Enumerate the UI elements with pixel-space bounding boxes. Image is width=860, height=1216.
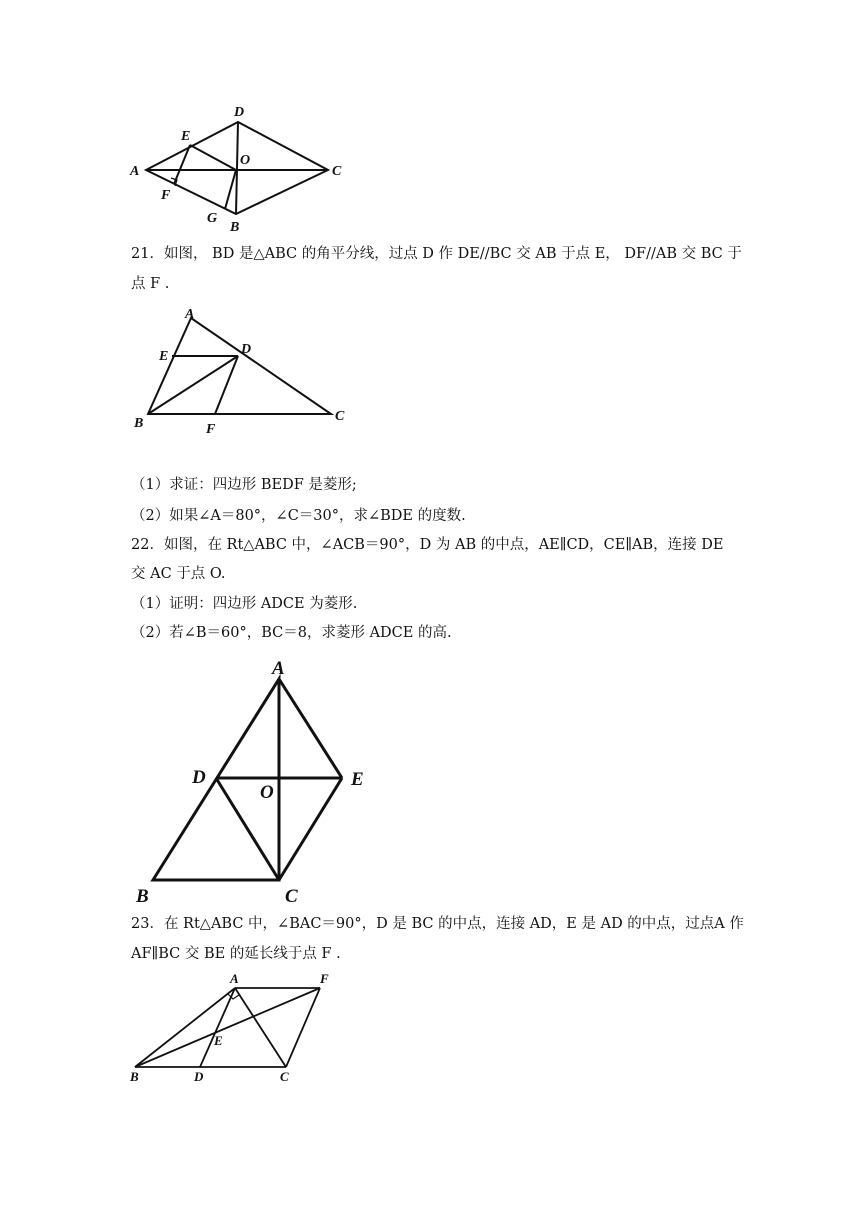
label-D: D	[234, 105, 245, 120]
label-E: E	[181, 129, 191, 144]
problem-23-stem-line2: AF∥BC 交 BE 的延长线于点 F .	[131, 946, 341, 962]
label-O: O	[240, 153, 251, 168]
label-C: C	[280, 1069, 289, 1084]
problem-22-stem-line1: 22．如图，在 Rt△ABC 中，∠ACB＝90°，D 为 AB 的中点，AE∥CD，CE∥AB，连接 DE	[131, 537, 724, 553]
label-A: A	[130, 164, 140, 179]
figure-21	[125, 305, 365, 440]
label-O: O	[260, 782, 274, 803]
label-E: E	[214, 1033, 223, 1048]
label-B: B	[134, 416, 144, 431]
problem-22-question-1: （1）证明：四边形 ADCE 为菱形.	[131, 596, 358, 612]
label-G: G	[207, 211, 218, 226]
problem-22-stem-line2: 交 AC 于点 O.	[131, 566, 226, 582]
problem-21-question-1: （1）求证：四边形 BEDF 是菱形;	[131, 477, 357, 493]
label-D: D	[192, 767, 206, 788]
label-B: B	[130, 1069, 139, 1084]
label-E: E	[351, 769, 364, 790]
label-C: C	[332, 164, 342, 179]
label-B: B	[230, 220, 240, 235]
label-C: C	[285, 886, 298, 907]
problem-23-stem-line1: 23．在 Rt△ABC 中，∠BAC＝90°，D 是 BC 的中点，连接 AD，E 是 AD 的中点，过点A 作	[131, 916, 744, 932]
label-D: D	[241, 342, 252, 357]
label-F: F	[206, 422, 216, 437]
figure-22	[130, 652, 380, 910]
problem-21-stem-line1: 21．如图， BD 是△ABC 的角平分线，过点 D 作 DE//BC 交 AB 于点 E， DF//AB 交 BC 于	[131, 246, 742, 262]
label-E: E	[159, 349, 169, 364]
label-F: F	[161, 188, 171, 203]
label-B: B	[136, 886, 149, 907]
problem-21-stem-line2: 点 F .	[131, 276, 170, 292]
problem-21-question-2: （2）如果∠A＝80°，∠C＝30°，求∠BDE 的度数.	[131, 508, 466, 524]
label-A: A	[230, 971, 239, 986]
label-D: D	[194, 1069, 204, 1084]
label-A: A	[272, 658, 285, 679]
figure-23	[120, 968, 340, 1086]
label-A: A	[185, 307, 195, 322]
figure-20	[120, 98, 360, 238]
label-F: F	[320, 971, 329, 986]
problem-22-question-2: （2）若∠B＝60°，BC＝8，求菱形 ADCE 的高.	[131, 625, 452, 641]
label-C: C	[335, 409, 345, 424]
